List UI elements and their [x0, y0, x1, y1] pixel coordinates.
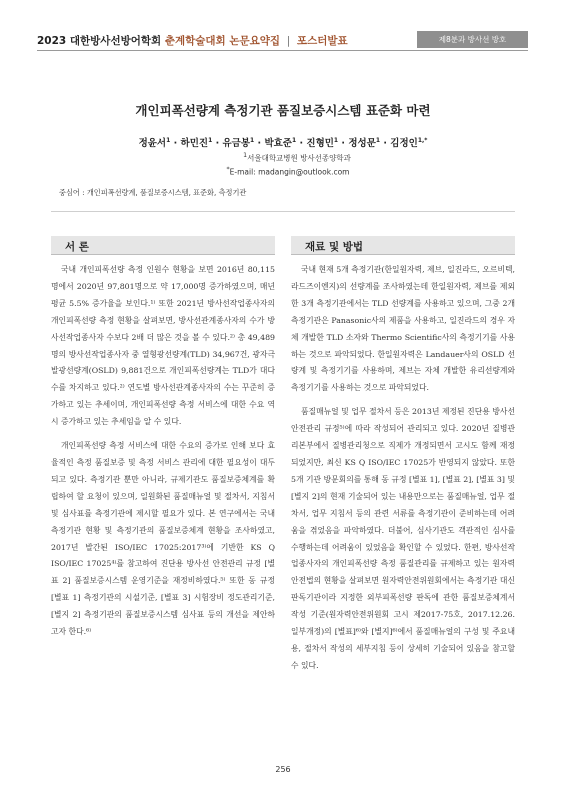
- author-separator: ·: [215, 138, 220, 149]
- author-mark: 1: [333, 136, 339, 144]
- author-separator: ·: [173, 138, 178, 149]
- author-name: 박효준: [264, 138, 292, 149]
- author-name: 하민진: [180, 138, 209, 149]
- author-list: [0, 135, 566, 149]
- author-mark: 1: [291, 136, 297, 144]
- page-header: [0, 0, 566, 58]
- conference-name: 2023 대한방사선방어학회: [37, 35, 162, 47]
- email-mark: *: [226, 166, 230, 173]
- keywords: 중심어 : 개인피폭선량계, 품질보증시스템, 표준화, 측정기관: [59, 188, 247, 197]
- author-mark: 1: [166, 136, 171, 144]
- author-separator: ·: [341, 138, 346, 149]
- author-mark: 1: [208, 136, 213, 144]
- header-rule: [37, 50, 528, 51]
- affiliation-mark: 1: [243, 152, 248, 159]
- paper-title: 개인피폭선량계 측정기관 품질보증시스템 표준화 마련: [135, 103, 431, 118]
- proceedings-title: 춘계학술대회 논문요약집: [164, 35, 281, 47]
- running-header: [37, 33, 348, 48]
- methods-body: [291, 262, 515, 682]
- introduction-heading-text: 서 론: [65, 241, 89, 253]
- header-separator: |: [286, 35, 291, 47]
- email-text: E-mail: madangin@outlook.com: [229, 167, 350, 177]
- author-mark: 1: [250, 136, 255, 144]
- methods-heading: [291, 236, 515, 255]
- author-name: 김정인: [390, 138, 418, 149]
- author-mark: 1,*: [417, 136, 428, 144]
- author-separator: ·: [257, 138, 262, 149]
- session-category: 포스터발표: [296, 35, 348, 47]
- author-name: 정윤서: [138, 138, 167, 149]
- introduction-heading: [51, 236, 275, 255]
- author-separator: ·: [299, 138, 304, 149]
- body-paragraph: 국내 개인피폭선량 측정 인원수 현황을 보면 2016년 80,115명에서 2020년 97,801명으로 약 17,000명 증가하였으며, 매년 평균 5.5% 증가율을 보인다.¹⁾ 또한 2021년 방사선작업종사자의 개인피폭선량 측정 현황을 살펴보면, 방사선관계종사자의 수가 방사선작업종사자 수보다 2배 더 많은 것을 볼 수 있다.²⁾ 총 49,489명의 방사선작업종사자 중 열형광선량계(TLD) 34,967건, 광자극발광선량계(OSLD) 9,881건으로 개인피폭선량계는 TLD가 대다수를 차지하고 있다.²⁾ 연도별 방사선관계종사자의 수는 꾸준히 증가하고 있는 추세이며, 개인피폭선량 측정 서비스에 대한 수요 역시 증가하고 있는 추세임을 알 수 있다.: [51, 265, 275, 427]
- body-paragraph: 품질매뉴얼 및 업무 절차서 등은 2013년 제정된 진단용 방사선 안전관리 규정⁵⁾에 따라 작성되어 관리되고 있다. 2020년 질병관리본부에서 질병관리청으로 직제가 개정되면서 고시도 함께 재정되었지만, 최신 KS Q ISO/IEC 17025가 반영되지 않았다. 또한 5개 기관 방문회의를 통해 동 규정 [별표 1], [별표 2], [별표 3] 및 [별지 2]의 현재 기술되어 있는 내용만으로는 품질매뉴얼, 업무 절차서, 업무 지침서 등의 관련 서류를 측정기관이 준비하는데 어려움을 겪었음을 파악하였다. 더불어, 심사기관도 객관적인 심사를 수행하는데 어려움이 있었음을 확인할 수 있었다. 한편, 방사선작업종사자의 개인피폭선량 측정 품질관리를 규제하고 있는 원자력안전법의 현황을 살펴보면 원자력안전위원회에서는 측정기관 대신 판독기관이라 지정한 외부피폭선량 판독에 관한 품질보증체계서 작성 기준(원자력안전위원회 고시 제2017-75호, 2017.12.26. 일부개정)의 [별표]⁶⁾와 [별지]⁶⁾에서 품질매뉴얼의 구성 및 주요내용, 절차서 작성의 세부지침 등이 상세히 기술되어 있음을 참고할 수 있다.: [291, 407, 515, 670]
- division-tag: 제8분과 방사선 방호: [417, 31, 528, 48]
- body-paragraph: 개인피폭선량 측정 서비스에 대한 수요의 증가로 인해 보다 효율적인 측정 품질보증 및 측정 서비스 관리에 대한 필요성이 대두되고 있다. 측정기관 뿐만 아니라, 규제기관도 품질보증체계를 확립하여 할 요청이 있으며, 일원화된 품질매뉴얼 및 절차서, 지침서 및 심사표를 측정기관에 제시할 필요가 있다. 본 연구에서는 국내 측정기관 현황 및 측정기관의 품질보증체계 현황을 조사하였고, 2017년 발간된 ISO/IEC 17025:2017³⁾에 기반한 KS Q ISO/IEC 17025⁴⁾를 참고하여 진단용 방사선 안전관리 규정 [별표 2] 품질보증시스템 운영기준을 재정비하였다.⁵⁾ 또한 동 규정 [별표 1] 측정기관의 시설기준, [별표 3] 시험장비 정도관리기준, [별지 2] 측정기관의 품질보증시스템 심사표 등의 개선을 제안하고자 한다.⁶⁾: [51, 441, 275, 637]
- author-name: 정성문: [348, 138, 376, 149]
- author-mark: 1: [375, 136, 381, 144]
- body-paragraph: 국내 현재 5개 측정기관(한일원자력, 제브, 일진라드, 오르비텍, 라드즈이엔지)의 선량계를 조사하였는데 한일원자력, 제브를 제외한 3개 측정기관에서는 TLD 선량계를 사용하고 있으며, 그중 2개 측정기관은 Panasonic사의 제품을 사용하고, 일진라드의 경우 자체 개발한 TLD 소자와 Thermo Scientific사의 측정기기를 사용하는 것으로 파악되었다. 한일원자력은 Landauer사의 OSLD 선량계 및 측정기기를 사용하며, 제브는 자체 개발한 유리선량계와 측정기기를 사용하는 것으로 파악되었다.: [291, 265, 515, 393]
- author-name: 진형민: [306, 138, 334, 149]
- page-number: 256: [275, 765, 291, 774]
- introduction-body: [51, 262, 275, 648]
- affiliation-text: 서울대학교병원 방사선종양학과: [247, 153, 351, 163]
- keywords-rule: [51, 211, 515, 212]
- affiliation: [0, 152, 566, 164]
- corresponding-email: [0, 166, 566, 177]
- methods-heading-text: 재료 및 방법: [305, 241, 364, 253]
- author-separator: ·: [383, 138, 387, 149]
- author-name: 유금봉: [222, 138, 251, 149]
